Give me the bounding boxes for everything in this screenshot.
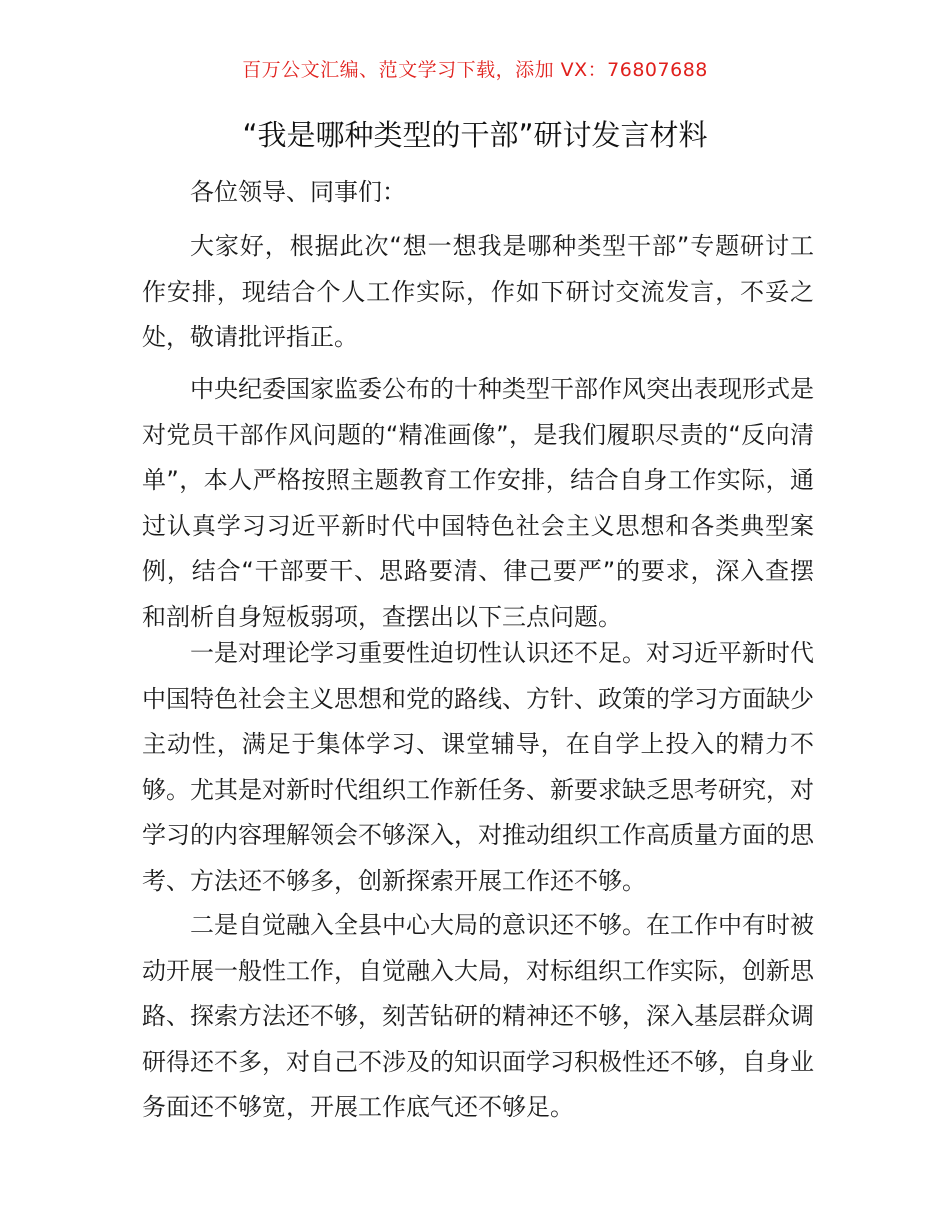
paragraph-issue-one: 一是对理论学习重要性迫切性认识还不足。对习近平新时代中国特色社会主义思想和党的路线、方针、政策的学习方面缺少主动性，满足于集体学习、课堂辅导，在自学上投入的精力不够。尤其是对新时代组织工作新任务、新要求缺乏思考研究，对学习的内容理解领会不够深入，对推动组织工作高质量方面的思考、方法还不够多，创新探索开展工作还不够。	[142, 639, 814, 895]
paragraph-background: 中央纪委国家监委公布的十种类型干部作风突出表现形式是对党员干部作风问题的“精准画像”，是我们履职尽责的“反向清单”，本人严格按照主题教育工作安排，结合自身工作实际，通过认真学习习近平新时代中国特色社会主义思想和各类典型案例，结合“干部要干、思路要清、律己要严”的要求，深入查摆和剖析自身短板弱项，查摆出以下三点问题。	[142, 375, 814, 631]
paragraph-intro: 大家好，根据此次“想一想我是哪种类型干部”专题研讨工作安排，现结合个人工作实际，作如下研讨交流发言，不妥之处，敬请批评指正。	[142, 232, 814, 351]
header-watermark: 百万公文汇编、范文学习下载，添加 VX：76807688	[242, 59, 708, 81]
salutation: 各位领导、同事们：	[190, 178, 406, 206]
document-title: “我是哪种类型的干部”研讨发言材料	[242, 118, 708, 152]
paragraph-issue-two: 二是自觉融入全县中心大局的意识还不够。在工作中有时被动开展一般性工作，自觉融入大局，对标组织工作实际，创新思路、探索方法还不够，刻苦钻研的精神还不够，深入基层群众调研得还不多，对自己不涉及的知识面学习积极性还不够，自身业务面还不够宽，开展工作底气还不够足。	[142, 911, 814, 1121]
